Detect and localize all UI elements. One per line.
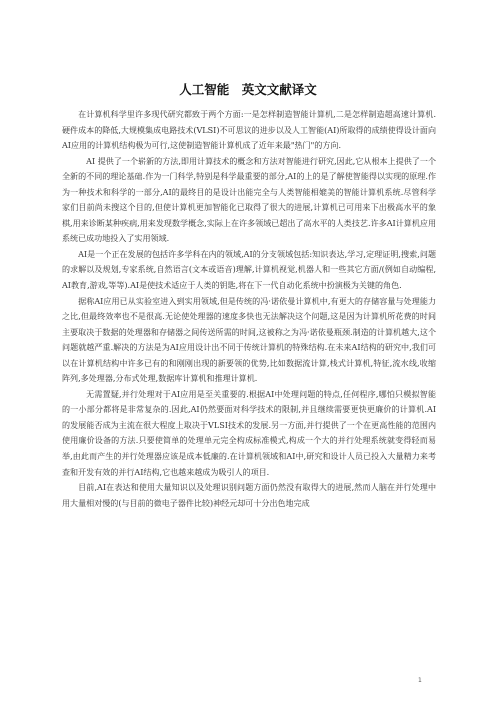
document-body: [62, 107, 436, 511]
paragraph-1: 在计算机科学里许多现代研究都致于两个方面:一是怎样制造智能计算机,二是怎样制造超高速计算机.硬件成本的降低,大规模集成电路技术(VLSI)不可思议的进步以及人工智能(AI)所取得的成绩使得设计面向AI应用的计算机结构极为可行,这使制造智能计算机成了近年来最"热门"的方向.: [62, 110, 436, 151]
paragraph-6: 目前,AI在表达和使用大量知识以及处理识别问题方面仍然没有取得大的进展,然而人脑在并行处理中用大量相对慢的(与目前的微电子器件比较)神经元却可十分出色地完成: [62, 483, 436, 508]
page-number: 1: [418, 677, 422, 684]
document-title: 人工智能 英文文献译文: [179, 82, 317, 97]
paragraph-4: 据称AI应用已从实验室进入到实用领域,但是传统的冯·诺依曼计算机中,有更大的存储容量与处理能力之比,但最终效率也不是很高.无论使处理器的速度多快也无法解决这个问题,这是因为计算机所花费的时间主要取决于数据的处理器和存储器之间传送所需的时间,这被称之为冯·诺依曼瓶颈.制造的计算机越大,这个问题就越严重.解决的方法是为AI应用设计出不同于传统计算机的特殊结构.在未来AI结构的研究中,我们可以在计算机结构中许多已有的和刚刚出现的新要领的优势,比如数据流计算,栈式计算机,特征,流水线,收缩阵列,多处理器,分布式处理,数据库计算机和推理计算机.: [62, 296, 436, 384]
paragraph-2: AI 提供了一个崭新的方法,即用计算技术的概念和方法对智能进行研究,因此,它从根本上提供了一个全新的不同的理论基础.作为一门科学,特别是科学最重要的部分,AI的上的是了解使智能得以实现的原理.作为一种技术和科学的一部分,AI的最终目的是设计出能完全与人类智能相媲美的智能计算机系统.尽管科学家们目前尚未搜这个目的,但使计算机更加智能化已取得了很大的进展,计算机已可用来下出极高水平的象棋,用来诊断某种疾病,用来发现数学概念,实际上在许多领域已超出了高水平的人类技艺.许多AI计算机应用系统已成功地投入了实用领域.: [62, 156, 436, 244]
paragraph-5: 无需置疑,并行处理对于AI应用是至关重要的.根据AI中处理问题的特点,任何程序,哪怕只模拟智能的一小部分都将是非常复杂的.因此,AI仍然要面对科学技术的限制,并且继续需要更快更廉价的计算机.AI的发展能否成为主流在很大程度上取决于VLSI技术的发展.另一方面,并行提供了一个在更高性能的范围内使用廉价设备的方法.只要使简单的处理单元完全构成标准模式,构成一个大的并行处理系统就变得轻而易举,由此而产生的并行处理器应该是成本低廉的.在计算机领域和AI中,研究和设计人员已投入大量精力来考查和开发有效的并行AI结构,它也越来越成为吸引人的项目.: [62, 389, 436, 477]
paragraph-3: AI是一个正在发展的包括许多学科在内的领域,AI的分支领域包括:知识表达,学习,定理证明,搜索,问题的求解以及规划,专家系统,自然语言(文本或语音)理解,计算机视觉,机器人和一些其它方面/(例如自动编程,AI教育,游戏,等等).AI是使技术适应于人类的钥匙,将在下一代自动化系统中扮演极为关键的角色.: [62, 249, 436, 291]
